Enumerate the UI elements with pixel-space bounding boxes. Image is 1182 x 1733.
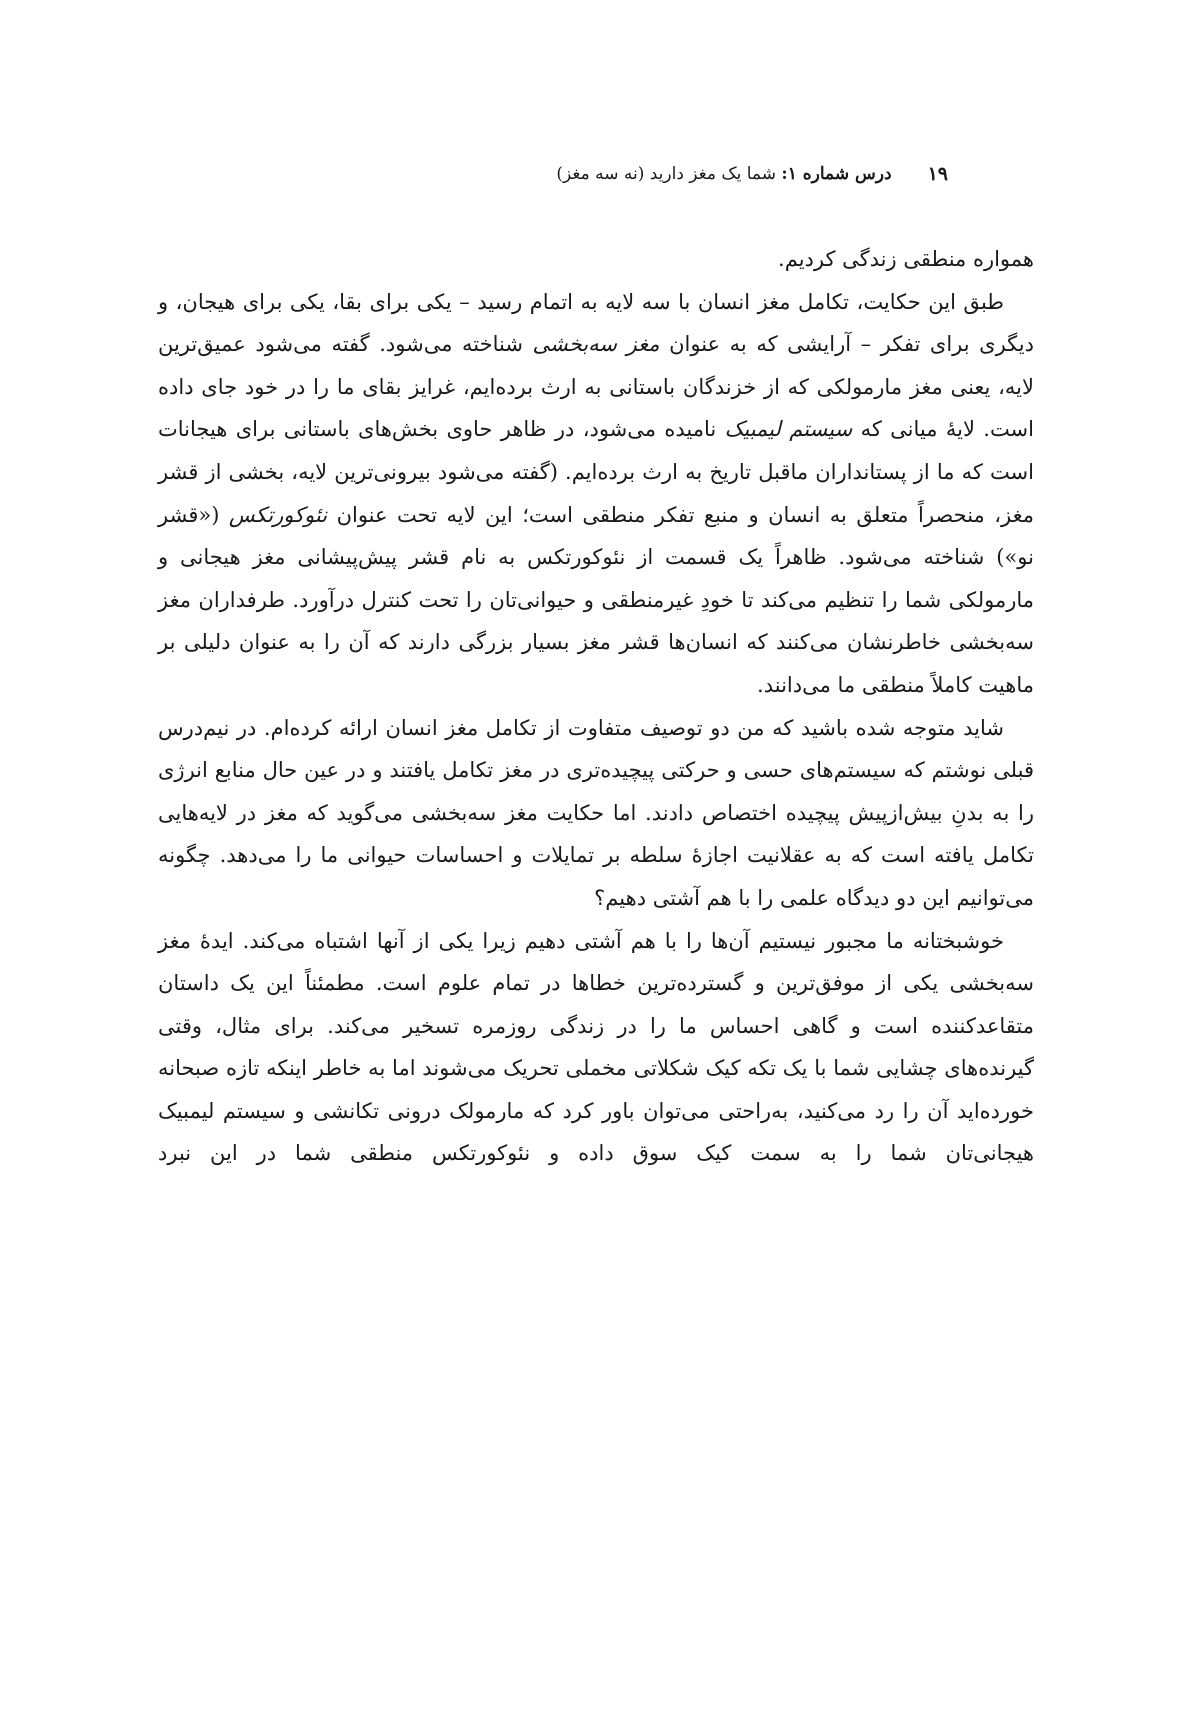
italic-term: مغز سه‌بخشی (532, 332, 660, 357)
paragraph (158, 238, 1034, 281)
paragraph (158, 281, 1034, 707)
text-run: خوشبختانه ما مجبور نیستیم آن‌ها را با هم آشتی دهیم زیرا یکی از آنها اشتباه می‌کند. ایدهٔ مغز سه‌بخشی یکی از موفق‌ترین و گسترده‌ترین خطاها در تمام علوم است. مطمئناً این یک داستان متقاعدکننده است و گاهی احساس ما را در زندگی روزمره تسخیر می‌کند. برای مثال، وقتی گیرنده‌های چشایی شما با یک تکه کیک شکلاتی مخملی تحریک می‌شوند اما به خاطر اینکه تازه صبحانه خورده‌اید آن را رد می‌کنید، به‌راحتی می‌توان باور کرد که مارمولک درونی تکانشی و سیستم لیمبیک هیجانی‌تان شما را به سمت کیک سوق داده و نئوکورتکس منطقی شما در این نبرد (158, 928, 1034, 1166)
italic-term: نئوکورتکس (228, 502, 328, 527)
text-run: نامیده می‌شود، در ظاهر حاوی بخش‌های باستانی برای هیجانات است که ما از پستانداران ماقبل تاریخ به ارث برده‌ایم. (گفته می‌شود بیرونی‌ترین لایه، بخشی از قشر مغز، منحصراً متعلق به انسان و منبع تفکر منطقی است؛ این لایه تحت عنوان (158, 417, 1034, 527)
lesson-subtitle: شما یک مغز دارید (نه سه مغز) (556, 164, 776, 184)
text-run: شناخته می‌شود. گفته می‌شود عمیق‌ترین لایه، یعنی مغز مارمولکی که از خزندگان باستانی به ارث برده‌ایم، غرایز بقای ما را در خود جای داده است. لایهٔ میانی که (158, 332, 1034, 442)
text-run: شاید متوجه شده باشید که من دو توصیف متفاوت از تکامل مغز انسان ارائه کرده‌ام. در نیم‌درس قبلی نوشتم که سیستم‌های حسی و حرکتی پیچیده‌تری در مغز تکامل یافتند و در عین حال منابع انرژی را به بدنِ بیش‌ازپیش پیچیده اختصاص دادند. اما حکایت مغز سه‌بخشی می‌گوید که مغز در لایه‌هایی تکامل یافته است که به عقلانیت اجازهٔ سلطه بر تمایلات و احساسات حیوانی ما را می‌دهد. چگونه می‌توانیم این دو دیدگاه علمی را با هم آشتی دهیم؟ (158, 715, 1034, 910)
italic-term: سیستم لیمبیک (724, 417, 853, 442)
body-text (158, 238, 1034, 1175)
paragraph (158, 707, 1034, 920)
text-run: همواره منطقی زندگی کردیم. (778, 247, 1034, 271)
running-head (208, 158, 974, 190)
page-number: ۱۹ (927, 163, 948, 185)
text-run: («قشر نو») شناخته می‌شود. ظاهراً یک قسمت از نئوکورتکس به نام قشر پیش‌پیشانی مغز هیجانی و مارمولکی شما را تنظیم می‌کند تا خودِ غیرمنطقی و حیوانی‌تان را تحت کنترل درآورد. طرفداران مغز سه‌بخشی خاطرنشان می‌کنند که انسان‌ها قشر مغز بسیار بزرگی دارند که آن را به عنوان دلیلی بر ماهیت کاملاً منطقی ما می‌دانند. (158, 502, 1034, 697)
text-run: طبق این حکایت، تکامل مغز انسان با سه لایه به اتمام رسید – یکی برای بقا، یکی برای هیجان، و دیگری برای تفکر – آرایشی که به عنوان (158, 289, 1034, 357)
lesson-label: درس شماره ۱: (781, 164, 892, 184)
paragraph (158, 920, 1034, 1176)
running-head-title (556, 158, 891, 190)
